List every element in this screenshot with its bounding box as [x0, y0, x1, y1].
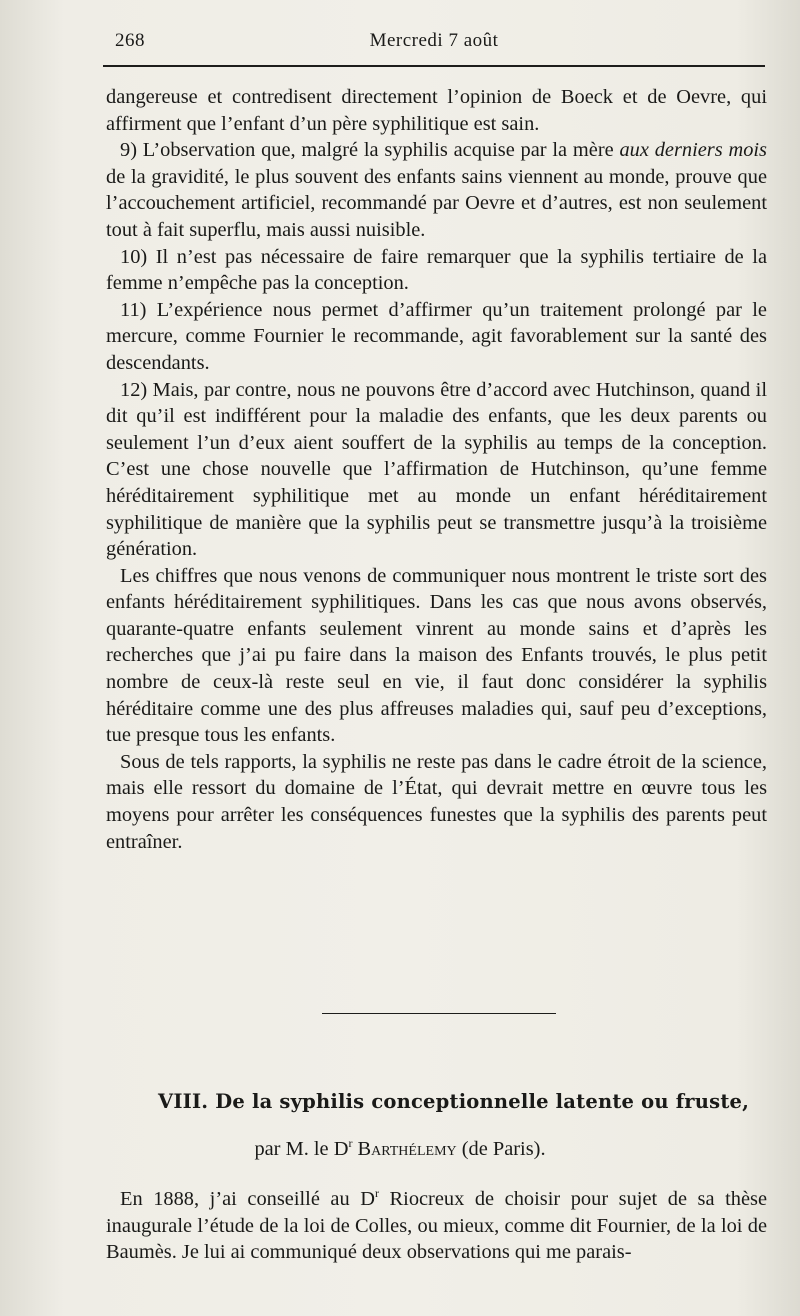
closing-superscript: r: [374, 1186, 379, 1201]
closing-text-a: En 1888, j’ai conseillé au D: [120, 1188, 375, 1210]
author-byline: [0, 1138, 800, 1161]
byline-prefix: par M. le D: [254, 1138, 349, 1160]
point-9-text-b: de la gravidité, le plus souvent des enfants sains viennent au monde, prouve que l’accouchement artificiel, recommandé par Oevre et d’autres, est non seulement tout à fait superflu, mais aussi nuisible.: [106, 165, 767, 241]
paragraph-point-10: 10) Il n’est pas nécessaire de faire remarquer que la syphilis tertiaire de la femme n’empêche pas la conception.: [106, 245, 767, 295]
paragraph-conclusion: Sous de tels rapports, la syphilis ne reste pas dans le cadre étroit de la science, mais elle ressort du domaine de l’État, qui devrait mettre en œuvre tous les moyens pour arrêter les conséquences funestes que la syphilis des parents peut entraîner.: [106, 750, 767, 853]
section-paragraph: [106, 1186, 767, 1266]
paragraph-point-12: 12) Mais, par contre, nous ne pouvons être d’accord avec Hutchinson, quand il dit qu’il est indifférent pour la maladie des enfants, que les deux parents ou seulement l’un d’eux aient souffert de la syphilis au temps de la conception. C’est une chose nouvelle que l’affirmation de Hutchinson, qu’une femme héréditairement syphilitique met au monde un enfant héréditairement syphilitique de manière que la syphilis peut se transmettre jusqu’à la troisième génération.: [106, 378, 767, 561]
paragraph-continued: dangereuse et contredisent directement l’opinion de Boeck et de Oevre, qui affirment que l’enfant d’un père syphilitique est sain.: [106, 86, 767, 135]
body-text: [106, 84, 767, 855]
point-9-italic: aux derniers mois: [619, 139, 767, 162]
section-body: [106, 1186, 767, 1266]
header-rule: [103, 65, 765, 67]
paragraph-figures: Les chiffres que nous venons de communiquer nous montrent le triste sort des enfants héréditairement syphilitiques. Dans les cas que nous avons observés, quarante-quatre enfants seulement vinrent au monde sains et d’après les recherches que j’ai pu faire dans la maison des Enfants trouvés, le plus petit nombre de ceux-là reste seul en vie, il faut donc considérer la syphilis héréditaire comme une des plus affreuses maladies qui, sauf peu d’exceptions, tue presque tous les enfants.: [106, 564, 767, 747]
author-name: Barthélemy: [357, 1138, 457, 1160]
running-head-title: Mercredi 7 août: [369, 30, 499, 51]
paragraph-point-11: 11) L’expérience nous permet d’affirmer qu’un traitement prolongé par le mercure, comme Fournier le recommande, agit favorablement sur la santé des descendants.: [106, 298, 767, 374]
closing-text-b: Riocreux de choisir pour sujet de sa thèse inaugurale l’étude de la loi de Colles, ou mieux, comme dit Fournier, de la loi de Baumès. Je lui ai communiqué deux observations qui me parais-: [106, 1188, 768, 1264]
section-heading: VIII. De la syphilis conceptionnelle latente ou fruste,: [158, 1090, 750, 1113]
byline-superscript: r: [348, 1136, 353, 1151]
point-9-text-a: 9) L’observation que, malgré la syphilis acquise par la mère: [120, 139, 620, 162]
section-separator: [322, 1013, 556, 1014]
paragraph-point-9: [106, 137, 767, 243]
running-head: [103, 30, 765, 60]
byline-suffix: (de Paris).: [456, 1138, 546, 1160]
page-number: 268: [115, 30, 145, 51]
